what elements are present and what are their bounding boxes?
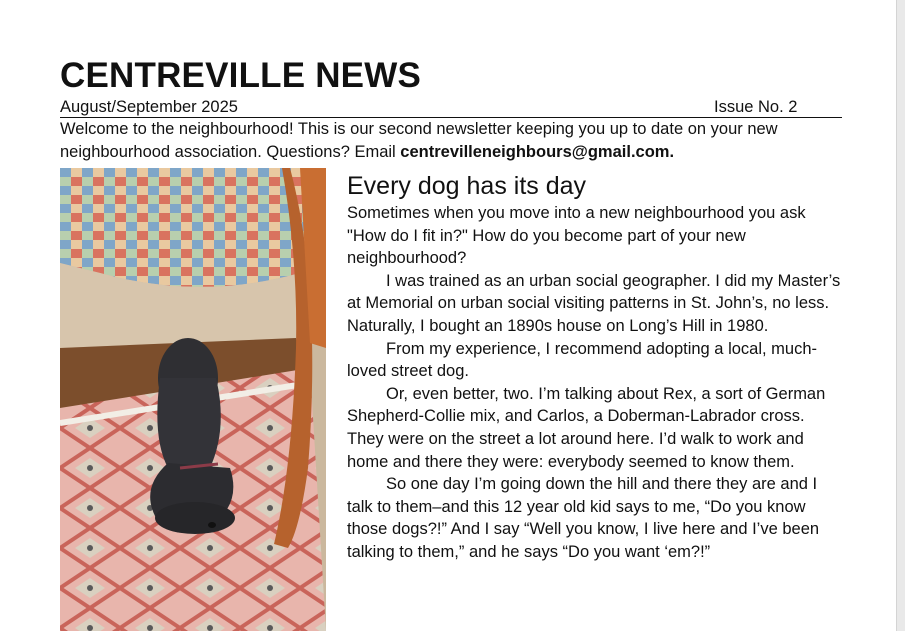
article-headline: Every dog has its day [347, 172, 587, 200]
issue-date: August/September 2025 [60, 98, 238, 116]
intro-paragraph [60, 118, 850, 164]
article-paragraph: Sometimes when you move into a new neighbourhood you ask "How do I fit in?" How do you become part of your new neighbourhood? [347, 204, 806, 268]
dateline [60, 97, 842, 118]
newsletter-title: CENTREVILLE NEWS [60, 56, 421, 95]
contact-email: centrevilleneighbours@gmail.com. [400, 143, 675, 161]
article-paragraph: Or, even better, two. I’m talking about Rex, a sort of German Shepherd-Collie mix, and Carlos, a Doberman-Labrador cross. They were on the street a lot around here. I’d walk to work and home and there they were: everybody seemed to know them. [347, 384, 826, 471]
article-paragraph: From my experience, I recommend adopting a local, much-loved street dog. [347, 339, 818, 381]
article-paragraph: So one day I’m going down the hill and there they are and I talk to them–and this 12 year old kid says to me, “Do you know those dogs?!” And I say “Well you know, I live here and I’ve been talking to them,” and he says “Do you want ‘em?!” [347, 475, 820, 561]
dog-photo [60, 168, 326, 631]
intro-text: Welcome to the neighbourhood! This is our second newsletter keeping you up to date on your new neighbourhood association. Questions? Email [60, 120, 778, 161]
issue-number: Issue No. 2 [714, 98, 798, 116]
article [347, 172, 845, 564]
page-edge [896, 0, 905, 631]
article-paragraph: I was trained as an urban social geographer. I did my Master’s at Memorial on urban social visiting patterns in St. John’s, no less. Naturally, I bought an 1890s house on Long’s Hill in 1980. [347, 271, 841, 335]
